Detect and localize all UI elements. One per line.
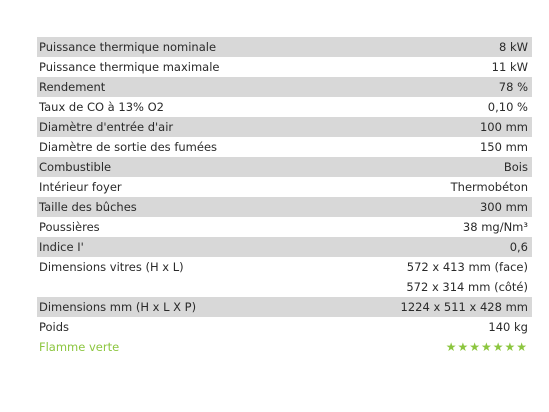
spec-label: Taille des bûches: [39, 200, 137, 214]
spec-row: [37, 97, 532, 117]
spec-row: [37, 257, 532, 297]
spec-label: Poids: [39, 320, 70, 334]
spec-value: 100 mm: [479, 120, 528, 134]
spec-value: 38 mg/Nm³: [462, 220, 528, 234]
spec-row: [37, 177, 532, 197]
spec-value: 150 mm: [479, 140, 528, 154]
spec-label: Rendement: [39, 80, 106, 94]
spec-label: Taux de CO à 13% O2: [39, 100, 164, 114]
spec-label: Indice I': [39, 240, 84, 254]
spec-label: Dimensions vitres (H x L): [39, 260, 184, 274]
spec-value: 78 %: [498, 80, 528, 94]
spec-label: Puissance thermique maximale: [39, 60, 220, 74]
spec-value: [406, 257, 528, 297]
flamme-verte-label: Flamme verte: [39, 340, 120, 354]
spec-label: Poussières: [39, 220, 100, 234]
spec-value: Thermobéton: [450, 180, 528, 194]
spec-value: 8 kW: [498, 40, 528, 54]
spec-row: [37, 317, 532, 337]
spec-row: [37, 217, 532, 237]
spec-label: Combustible: [39, 160, 112, 174]
spec-row: [37, 77, 532, 97]
spec-row: [37, 237, 532, 257]
spec-value: 300 mm: [479, 200, 528, 214]
spec-label: Intérieur foyer: [39, 180, 122, 194]
spec-value-line: 572 x 413 mm (face): [406, 260, 528, 274]
spec-label: Diamètre d'entrée d'air: [39, 120, 174, 134]
spec-row: [37, 197, 532, 217]
spec-row: [37, 37, 532, 57]
spec-row: [37, 57, 532, 77]
spec-label: Dimensions mm (H x L X P): [39, 300, 197, 314]
spec-row: [37, 297, 532, 317]
spec-value: 140 kg: [488, 320, 528, 334]
spec-label: Diamètre de sortie des fumées: [39, 140, 218, 154]
star-rating-icon: ★★★★★★★: [445, 340, 528, 354]
spec-value: 0,6: [509, 240, 528, 254]
spec-label: Puissance thermique nominale: [39, 40, 217, 54]
spec-table: [37, 37, 532, 357]
spec-value-line: 572 x 314 mm (côté): [406, 280, 528, 294]
spec-value: Bois: [503, 160, 528, 174]
spec-row: [37, 117, 532, 137]
spec-value: 1224 x 511 x 428 mm: [400, 300, 528, 314]
spec-row: [37, 137, 532, 157]
spec-row: [37, 157, 532, 177]
spec-row-flamme-verte: [37, 337, 532, 357]
spec-value: 0,10 %: [487, 100, 528, 114]
spec-value: 11 kW: [491, 60, 528, 74]
